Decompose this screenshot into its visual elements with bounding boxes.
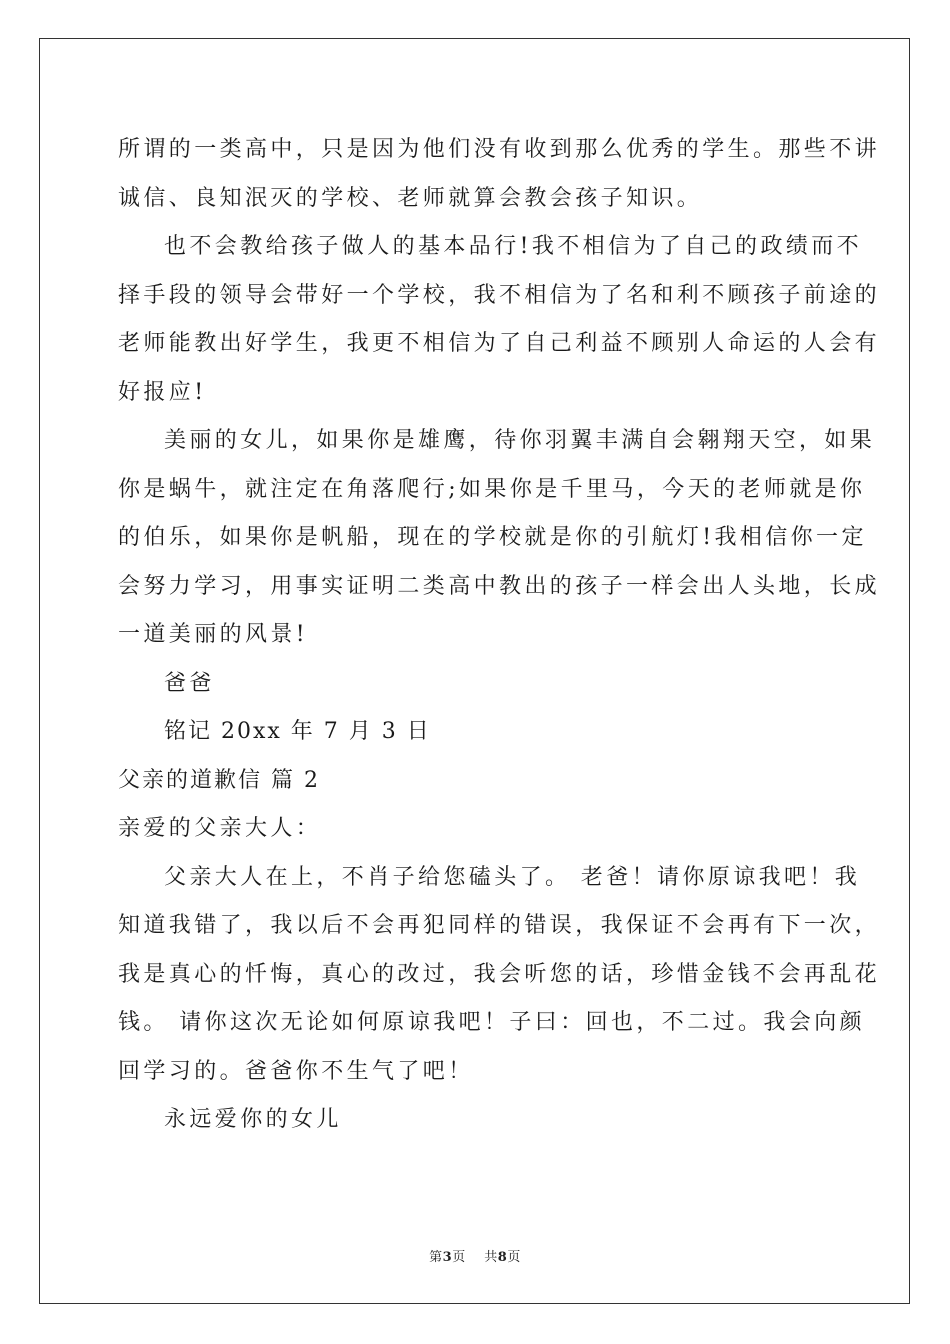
text-line: 我是真心的忏悔，真心的改过，我会听您的话，珍惜金钱不会再乱花 (118, 961, 881, 987)
text-line: 美丽的女儿，如果你是雄鹰，待你羽翼丰满自会翱翔天空，如果 (164, 428, 876, 453)
text-line: 你是蜗牛，就注定在角落爬行;如果你是千里马，今天的老师就是你 (118, 476, 866, 502)
text-line: 回学习的。爸爸你不生气了吧！ (118, 1058, 474, 1084)
footer-page-suffix: 页 (452, 1250, 466, 1265)
text-line: 的伯乐，如果你是帆船，现在的学校就是你的引航灯!我相信你一定 (118, 525, 867, 550)
signature-name: 爸爸 (164, 670, 215, 696)
text-line: 一道美丽的风景! (118, 622, 309, 647)
text-line: 好报应! (118, 379, 207, 405)
text-line: 老师能教出好学生，我更不相信为了自己利益不顾别人命运的人会有 (118, 331, 881, 356)
footer-total-prefix: 共 (484, 1250, 498, 1265)
text-line: 知道我错了，我以后不会再犯同样的错误，我保证不会再有下一次， (118, 913, 881, 938)
text-line: 也不会教给孩子做人的基本品行!我不相信为了自己的政绩而不 (164, 234, 863, 259)
total-pages: 8 (497, 1250, 508, 1265)
footer-prefix: 第 (429, 1250, 443, 1265)
text-line: 择手段的领导会带好一个学校，我不相信为了名和利不顾孩子前途的 (118, 282, 881, 308)
salutation: 亲爱的父亲大人： (118, 816, 322, 841)
section-heading: 父亲的道歉信 篇 2 (118, 767, 320, 793)
document-body (118, 126, 881, 1145)
text-line: 所谓的一类高中，只是因为他们没有收到那么优秀的学生。那些不讲 (118, 137, 881, 162)
text-line: 诚信、良知泯灭的学校、老师就算会教会孩子知识。 (118, 185, 703, 211)
page-footer (0, 1246, 950, 1265)
text-line: 会努力学习，用事实证明二类高中教出的孩子一样会出人头地，长成 (118, 573, 881, 599)
footer-total-suffix: 页 (507, 1250, 521, 1265)
text-line: 父亲大人在上，不肖子给您磕头了。 老爸！请你原谅我吧！我 (164, 864, 861, 890)
text-line: 钱。 请你这次无论如何原谅我吧！子曰：回也，不二过。我会向颜 (118, 1010, 865, 1035)
signature-date: 铭记 20xx 年 7 月 3 日 (164, 719, 431, 744)
closing-signature: 永远爱你的女儿 (164, 1107, 342, 1132)
page-number: 3 (442, 1250, 453, 1265)
